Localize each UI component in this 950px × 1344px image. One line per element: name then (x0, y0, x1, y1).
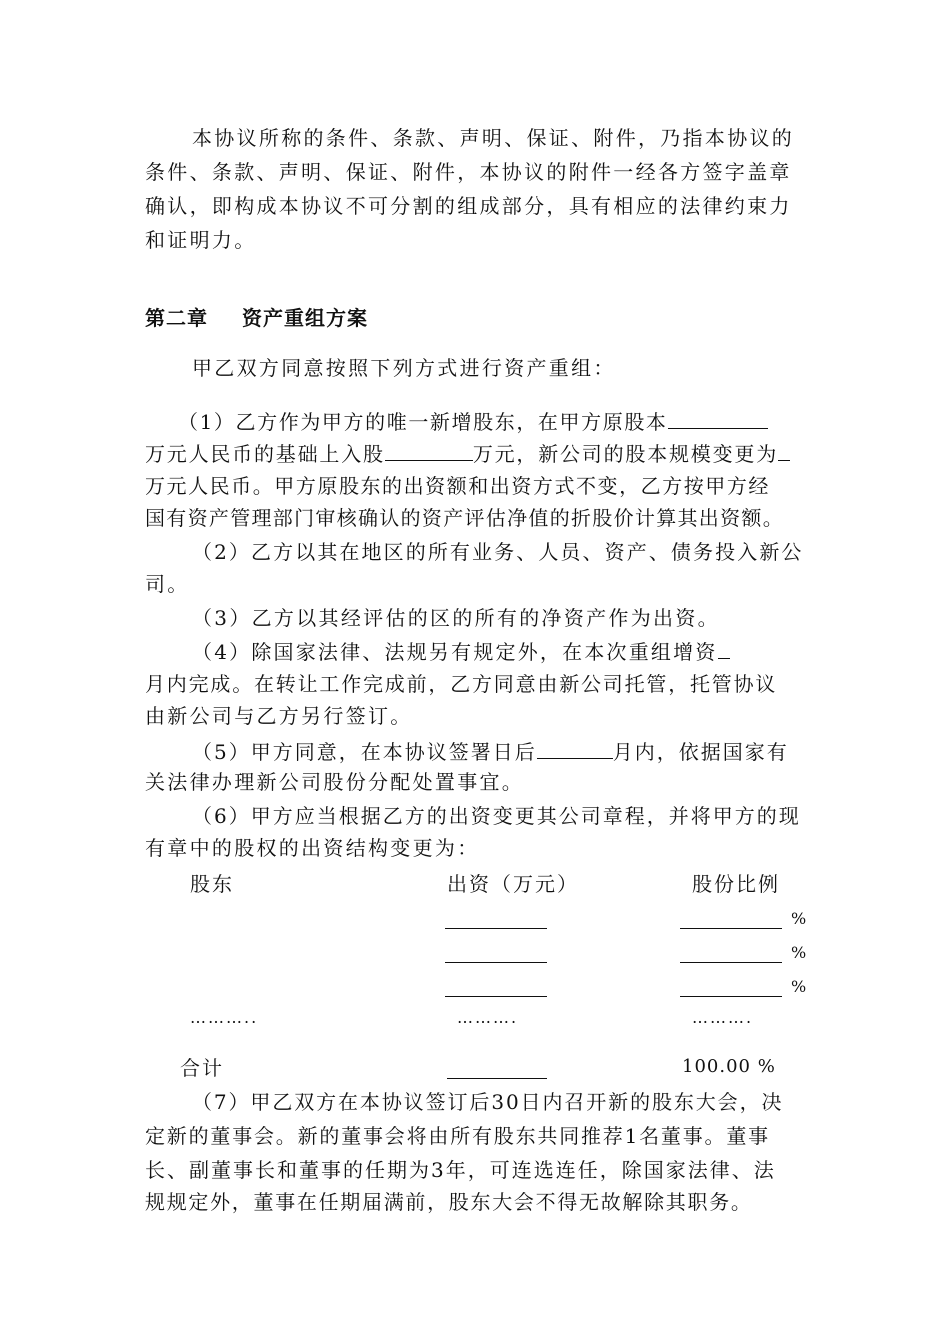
item1-line-2 (145, 442, 790, 464)
item1-line-4: 国有资产管理部门审核确认的资产评估净值的折股价计算其出资额。 (145, 506, 784, 530)
item1-text-2a: 万元人民币的基础上入股 (145, 442, 385, 466)
item6-line-1: （6）甲方应当根据乙方的出资变更其公司章程，并将甲方的现 (192, 804, 801, 828)
item7-line-1: （7）甲乙双方在本协议签订后30日内召开新的股东大会，决 (192, 1090, 784, 1114)
row2-contribution-blank (445, 962, 547, 963)
item1-line-1 (178, 410, 768, 432)
row2-percent: % (791, 943, 807, 962)
total-contribution-blank (447, 1078, 547, 1079)
item5-line-1 (192, 740, 789, 762)
row3-percent: % (791, 977, 807, 996)
item7-line-3: 长、副董事长和董事的任期为3年，可连选连任，除国家法律、法 (145, 1158, 776, 1182)
table-header-shareholder: 股东 (190, 872, 234, 896)
row3-ratio-blank (680, 996, 782, 997)
item7-line-4: 规规定外，董事在任期届满前，股东大会不得无故解除其职务。 (145, 1190, 753, 1214)
blank-original-capital (668, 410, 768, 429)
item4-text-1: （4）除国家法律、法规另有规定外，在本次重组增资 (192, 640, 718, 664)
blank-months (718, 640, 730, 659)
item4-line-3: 由新公司与乙方另行签订。 (145, 704, 413, 728)
row3-contribution-blank (445, 996, 547, 997)
item2-line-1: （2）乙方以其在地区的所有业务、人员、资产、债务投入新公 (192, 540, 804, 564)
chapter-title: 资产重组方案 (242, 306, 368, 330)
item5-line-2: 关法律办理新公司股份分配处置事宜。 (145, 770, 525, 794)
blank-investment (385, 442, 473, 461)
total-label: 合计 (180, 1056, 224, 1080)
blank-new-capital (778, 442, 790, 461)
item3-line-1: （3）乙方以其经评估的区的所有的净资产作为出资。 (192, 606, 720, 630)
item1-text-2b: 万元，新公司的股本规模变更为 (472, 442, 779, 466)
item6-line-2: 有章中的股权的出资结构变更为： (145, 836, 480, 860)
lead-sentence: 甲乙双方同意按照下列方式进行资产重组： (192, 356, 616, 380)
blank-deadline (537, 740, 613, 759)
item1-line-3: 万元人民币。甲方原股东的出资额和出资方式不变，乙方按甲方经 (145, 474, 770, 498)
total-percent: 100.00 % (682, 1056, 776, 1077)
table-header-share-ratio: 股份比例 (692, 872, 780, 896)
ellipsis-contribution: ………. (457, 1008, 519, 1027)
item4-line-2: 月内完成。在转让工作完成前，乙方同意由新公司托管，托管协议 (145, 672, 778, 696)
row2-ratio-blank (680, 962, 782, 963)
intro-line-1: 本协议所称的条件、条款、声明、保证、附件，乃指本协议的 (192, 126, 795, 150)
row1-percent: % (791, 909, 807, 928)
intro-line-3: 确认，即构成本协议不可分割的组成部分，具有相应的法律约束力 (145, 194, 792, 218)
ellipsis-shareholder: ……….. (190, 1008, 259, 1027)
intro-line-4: 和证明力。 (145, 228, 257, 252)
chapter-heading (145, 308, 368, 328)
item1-text-1: （1）乙方作为甲方的唯一新增股东，在甲方原股本 (178, 410, 668, 434)
table-header-contribution: 出资（万元） (447, 872, 579, 896)
item5-text-1b: 月内，依据国家有 (612, 740, 789, 764)
chapter-number: 第二章 (145, 306, 208, 330)
item5-text-1a: （5）甲方同意，在本协议签署日后 (192, 740, 537, 764)
intro-line-2: 条件、条款、声明、保证、附件，本协议的附件一经各方签字盖章 (145, 160, 792, 184)
item4-line-1 (192, 640, 730, 662)
item7-line-2: 定新的董事会。新的董事会将由所有股东共同推荐1名董事。董事 (145, 1124, 770, 1148)
ellipsis-ratio: ………. (692, 1008, 754, 1027)
row1-contribution-blank (445, 928, 547, 929)
row1-ratio-blank (680, 928, 782, 929)
item2-line-2: 司。 (145, 572, 190, 596)
